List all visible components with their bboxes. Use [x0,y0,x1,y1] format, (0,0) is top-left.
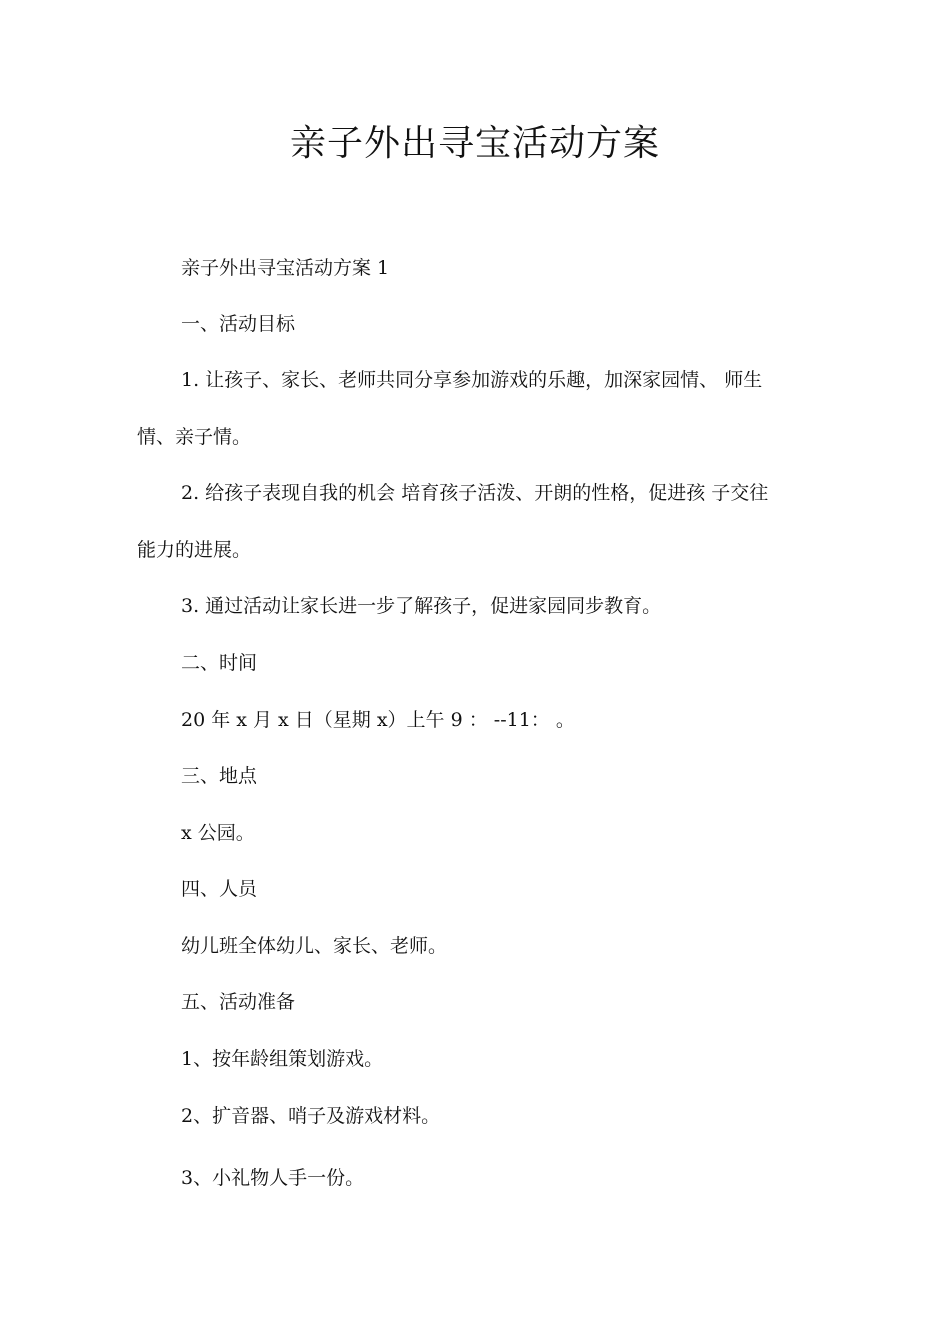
goal-2-line-1: 2. 给孩子表现自我的机会 培育孩子活泼、开朗的性格，促进孩 子交往 [181,482,769,504]
section-heading-time: 二、时间 [181,652,258,674]
prep-item-3: 3、小礼物人手一份。 [181,1167,365,1189]
people-value: 幼儿班全体幼儿、家长、老师。 [181,935,448,957]
goal-3: 3. 通过活动让家长进一步了解孩子，促进家园同步教育。 [181,595,662,617]
prep-item-2: 2、扩音器、哨子及游戏材料。 [181,1105,441,1127]
place-value: x 公园。 [181,822,255,844]
section-heading-people: 四、人员 [181,878,258,900]
prep-item-1: 1、按年龄组策划游戏。 [181,1048,384,1070]
document-subtitle: 亲子外出寻宝活动方案 1 [181,257,390,279]
section-heading-preparation: 五、活动准备 [181,991,296,1013]
goal-2-line-2: 能力的进展。 [137,539,252,561]
section-heading-place: 三、地点 [181,765,258,787]
goal-1-line-2: 情、亲子情。 [137,426,252,448]
time-value: 20 年 x 月 x 日（星期 x）上午 9 ： --11： 。 [181,709,575,731]
section-heading-goals: 一、活动目标 [181,313,296,335]
goal-1-line-1: 1. 让孩子、家长、老师共同分享参加游戏的乐趣，加深家园情、 师生 [181,369,763,391]
document-title: 亲子外出寻宝活动方案 [289,123,660,164]
